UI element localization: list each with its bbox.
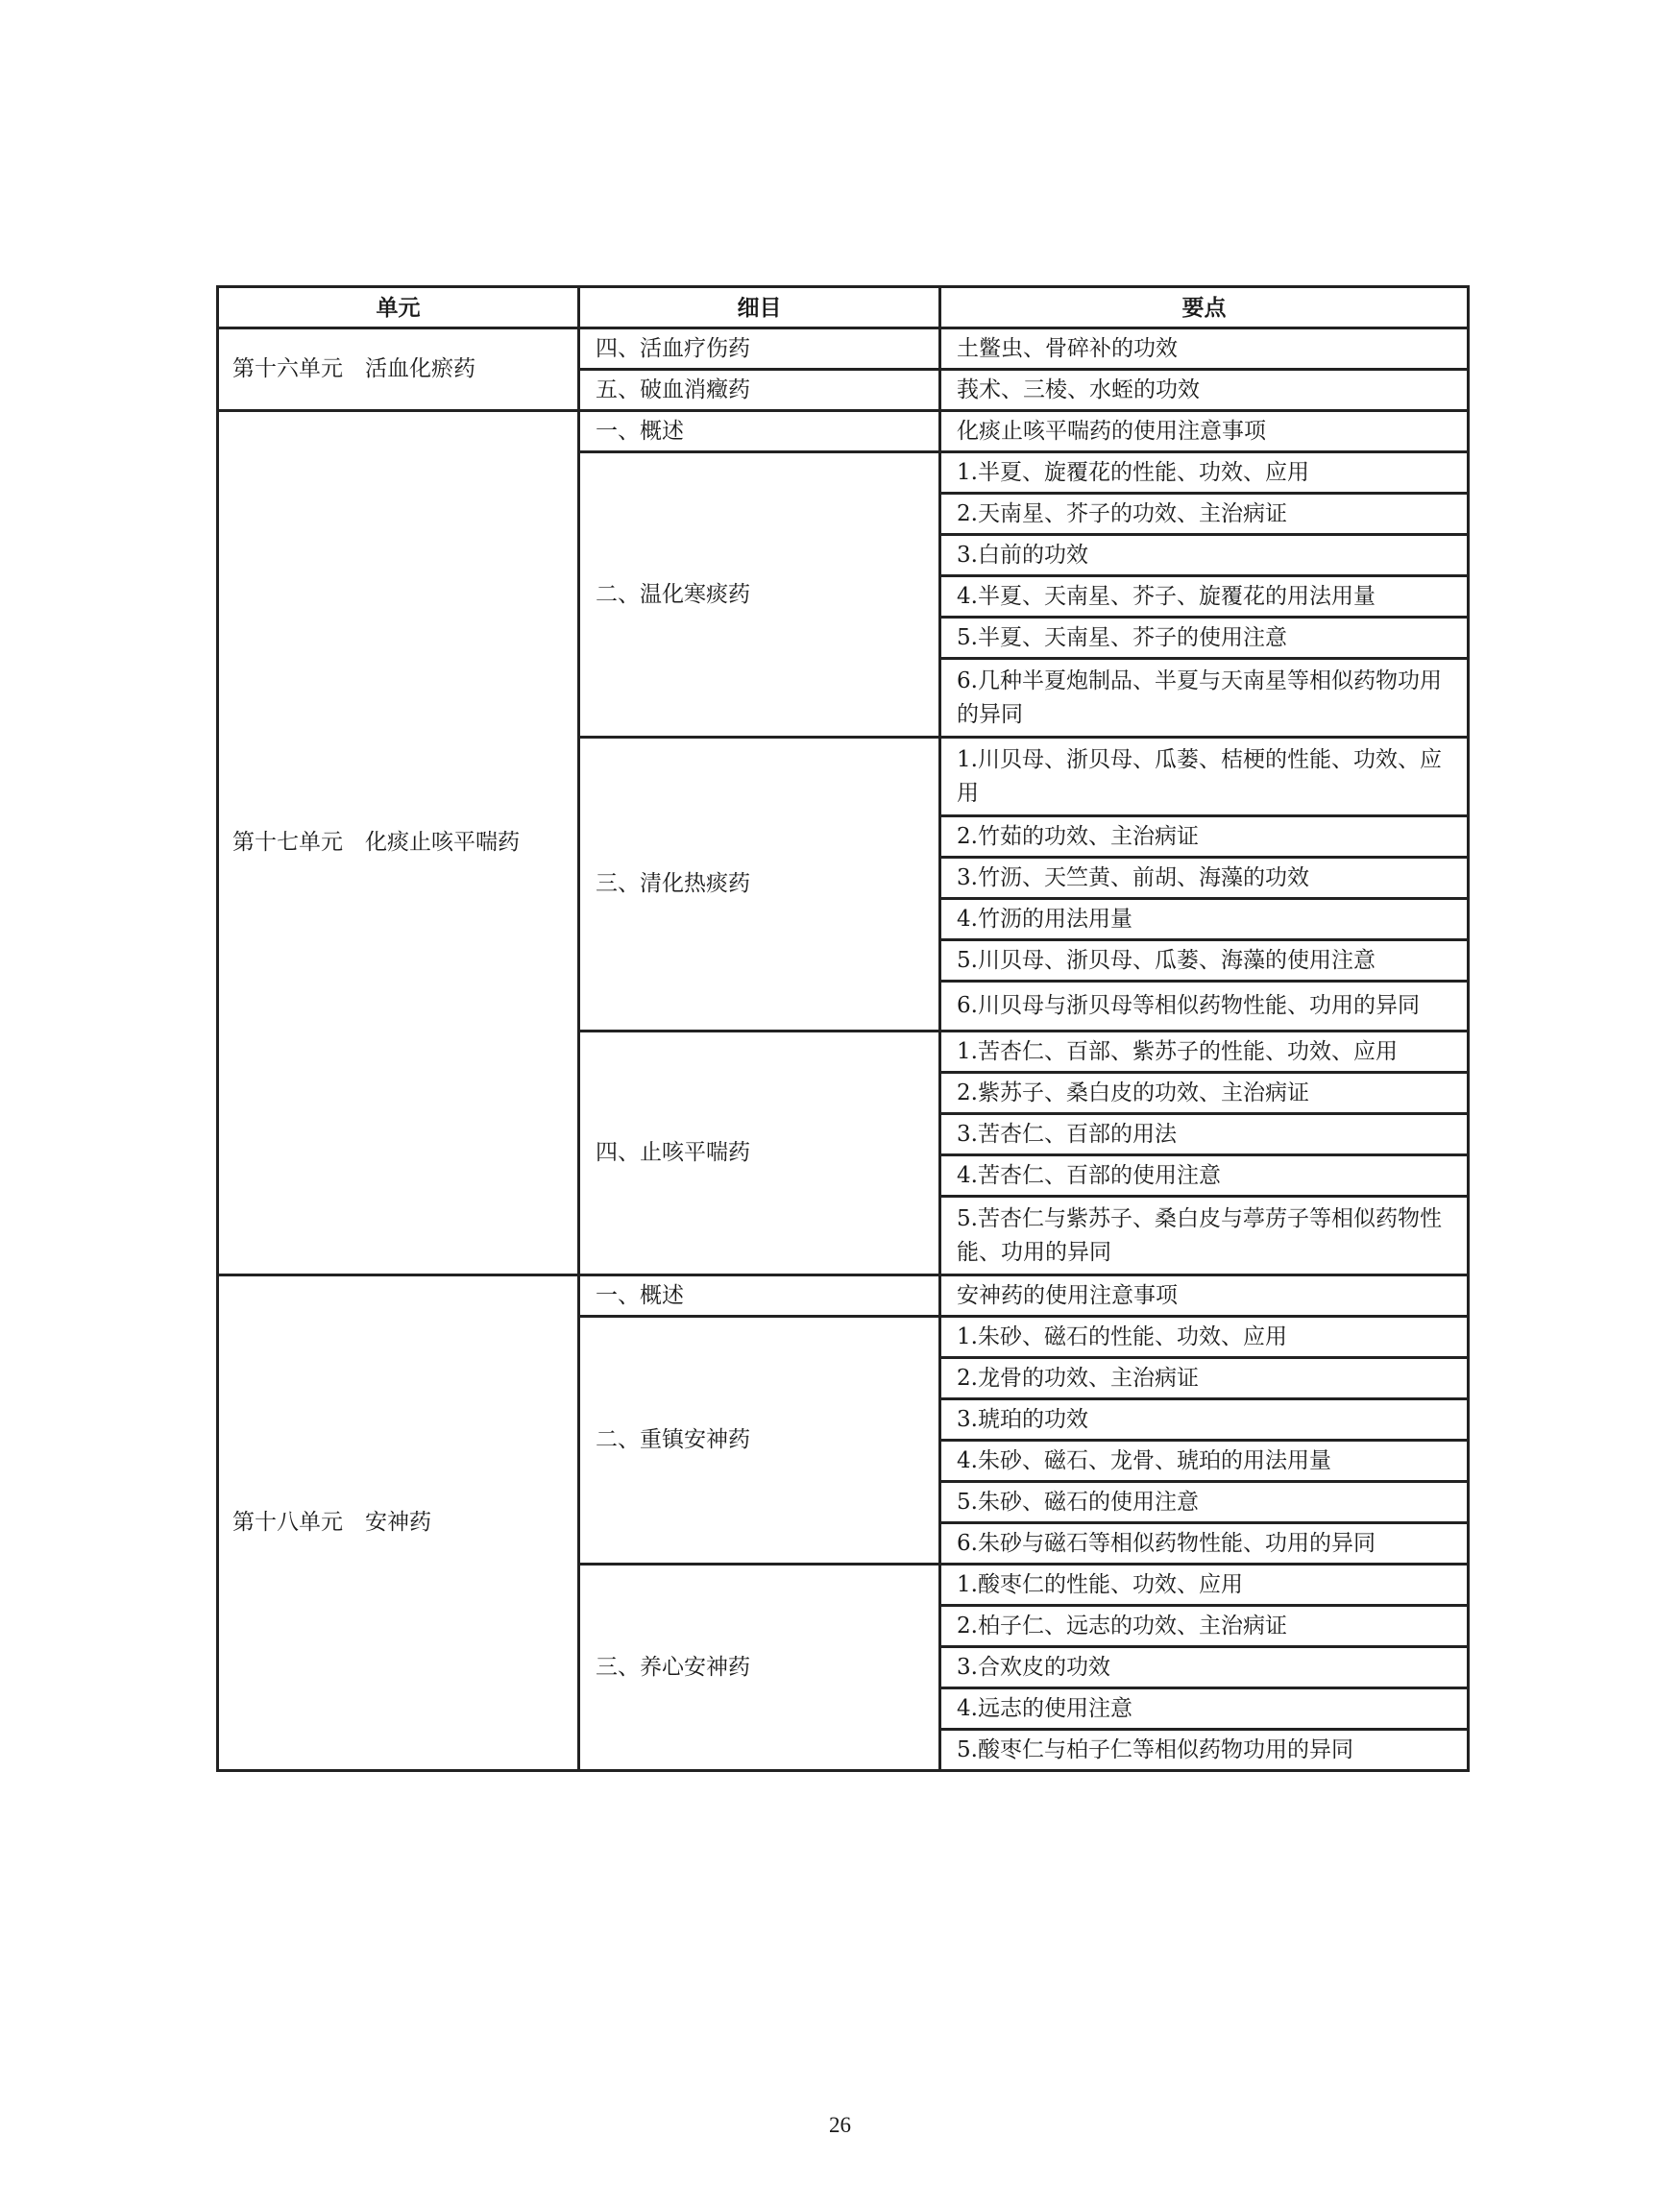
point-cell: 5.朱砂、磁石的使用注意 [940, 1482, 1469, 1523]
point-cell: 3.竹沥、天竺黄、前胡、海藻的功效 [940, 858, 1469, 899]
table-header-row [218, 287, 1469, 328]
point-cell: 2.龙骨的功效、主治病证 [940, 1358, 1469, 1399]
point-cell: 化痰止咳平喘药的使用注意事项 [940, 411, 1469, 452]
point-cell: 莪术、三棱、水蛭的功效 [940, 370, 1469, 411]
section-cell: 三、养心安神药 [579, 1565, 940, 1771]
header-points: 要点 [940, 287, 1469, 328]
unit-cell: 第十七单元 化痰止咳平喘药 [218, 411, 579, 1275]
point-cell: 2.竹茹的功效、主治病证 [940, 816, 1469, 858]
point-cell: 3.白前的功效 [940, 535, 1469, 576]
syllabus-table [216, 285, 1470, 1772]
point-cell: 6.川贝母与浙贝母等相似药物性能、功用的异同 [940, 982, 1469, 1032]
point-cell: 2.柏子仁、远志的功效、主治病证 [940, 1606, 1469, 1647]
point-cell: 1.苦杏仁、百部、紫苏子的性能、功效、应用 [940, 1032, 1469, 1073]
point-cell: 5.川贝母、浙贝母、瓜蒌、海藻的使用注意 [940, 940, 1469, 982]
unit-cell: 第十六单元 活血化瘀药 [218, 328, 579, 411]
table-row [218, 328, 1469, 370]
point-cell: 5.苦杏仁与紫苏子、桑白皮与葶苈子等相似药物性能、功用的异同 [940, 1197, 1469, 1275]
section-cell: 二、重镇安神药 [579, 1317, 940, 1565]
point-cell: 5.酸枣仁与柏子仁等相似药物功用的异同 [940, 1730, 1469, 1771]
point-cell: 6.朱砂与磁石等相似药物性能、功用的异同 [940, 1523, 1469, 1565]
table-row [218, 1275, 1469, 1317]
point-cell: 3.合欢皮的功效 [940, 1647, 1469, 1688]
point-cell: 3.琥珀的功效 [940, 1399, 1469, 1441]
point-cell: 3.苦杏仁、百部的用法 [940, 1114, 1469, 1155]
point-cell: 5.半夏、天南星、芥子的使用注意 [940, 618, 1469, 659]
section-cell: 一、概述 [579, 1275, 940, 1317]
section-cell: 四、止咳平喘药 [579, 1032, 940, 1275]
section-cell: 一、概述 [579, 411, 940, 452]
point-cell: 1.酸枣仁的性能、功效、应用 [940, 1565, 1469, 1606]
header-section: 细目 [579, 287, 940, 328]
section-cell: 三、清化热痰药 [579, 738, 940, 1032]
section-cell: 五、破血消癥药 [579, 370, 940, 411]
point-cell: 土鳖虫、骨碎补的功效 [940, 328, 1469, 370]
unit-cell: 第十八单元 安神药 [218, 1275, 579, 1771]
point-cell: 4.苦杏仁、百部的使用注意 [940, 1155, 1469, 1197]
point-cell: 4.竹沥的用法用量 [940, 899, 1469, 940]
header-unit: 单元 [218, 287, 579, 328]
point-cell: 1.朱砂、磁石的性能、功效、应用 [940, 1317, 1469, 1358]
section-cell: 四、活血疗伤药 [579, 328, 940, 370]
point-cell: 2.天南星、芥子的功效、主治病证 [940, 494, 1469, 535]
point-cell: 4.远志的使用注意 [940, 1688, 1469, 1730]
point-cell: 4.半夏、天南星、芥子、旋覆花的用法用量 [940, 576, 1469, 618]
point-cell: 4.朱砂、磁石、龙骨、琥珀的用法用量 [940, 1441, 1469, 1482]
table-row [218, 411, 1469, 452]
page-number: 26 [829, 2113, 851, 2137]
point-cell: 6.几种半夏炮制品、半夏与天南星等相似药物功用的异同 [940, 659, 1469, 738]
section-cell: 二、温化寒痰药 [579, 452, 940, 738]
point-cell: 2.紫苏子、桑白皮的功效、主治病证 [940, 1073, 1469, 1114]
point-cell: 1.半夏、旋覆花的性能、功效、应用 [940, 452, 1469, 494]
point-cell: 1.川贝母、浙贝母、瓜蒌、桔梗的性能、功效、应用 [940, 738, 1469, 816]
point-cell: 安神药的使用注意事项 [940, 1275, 1469, 1317]
